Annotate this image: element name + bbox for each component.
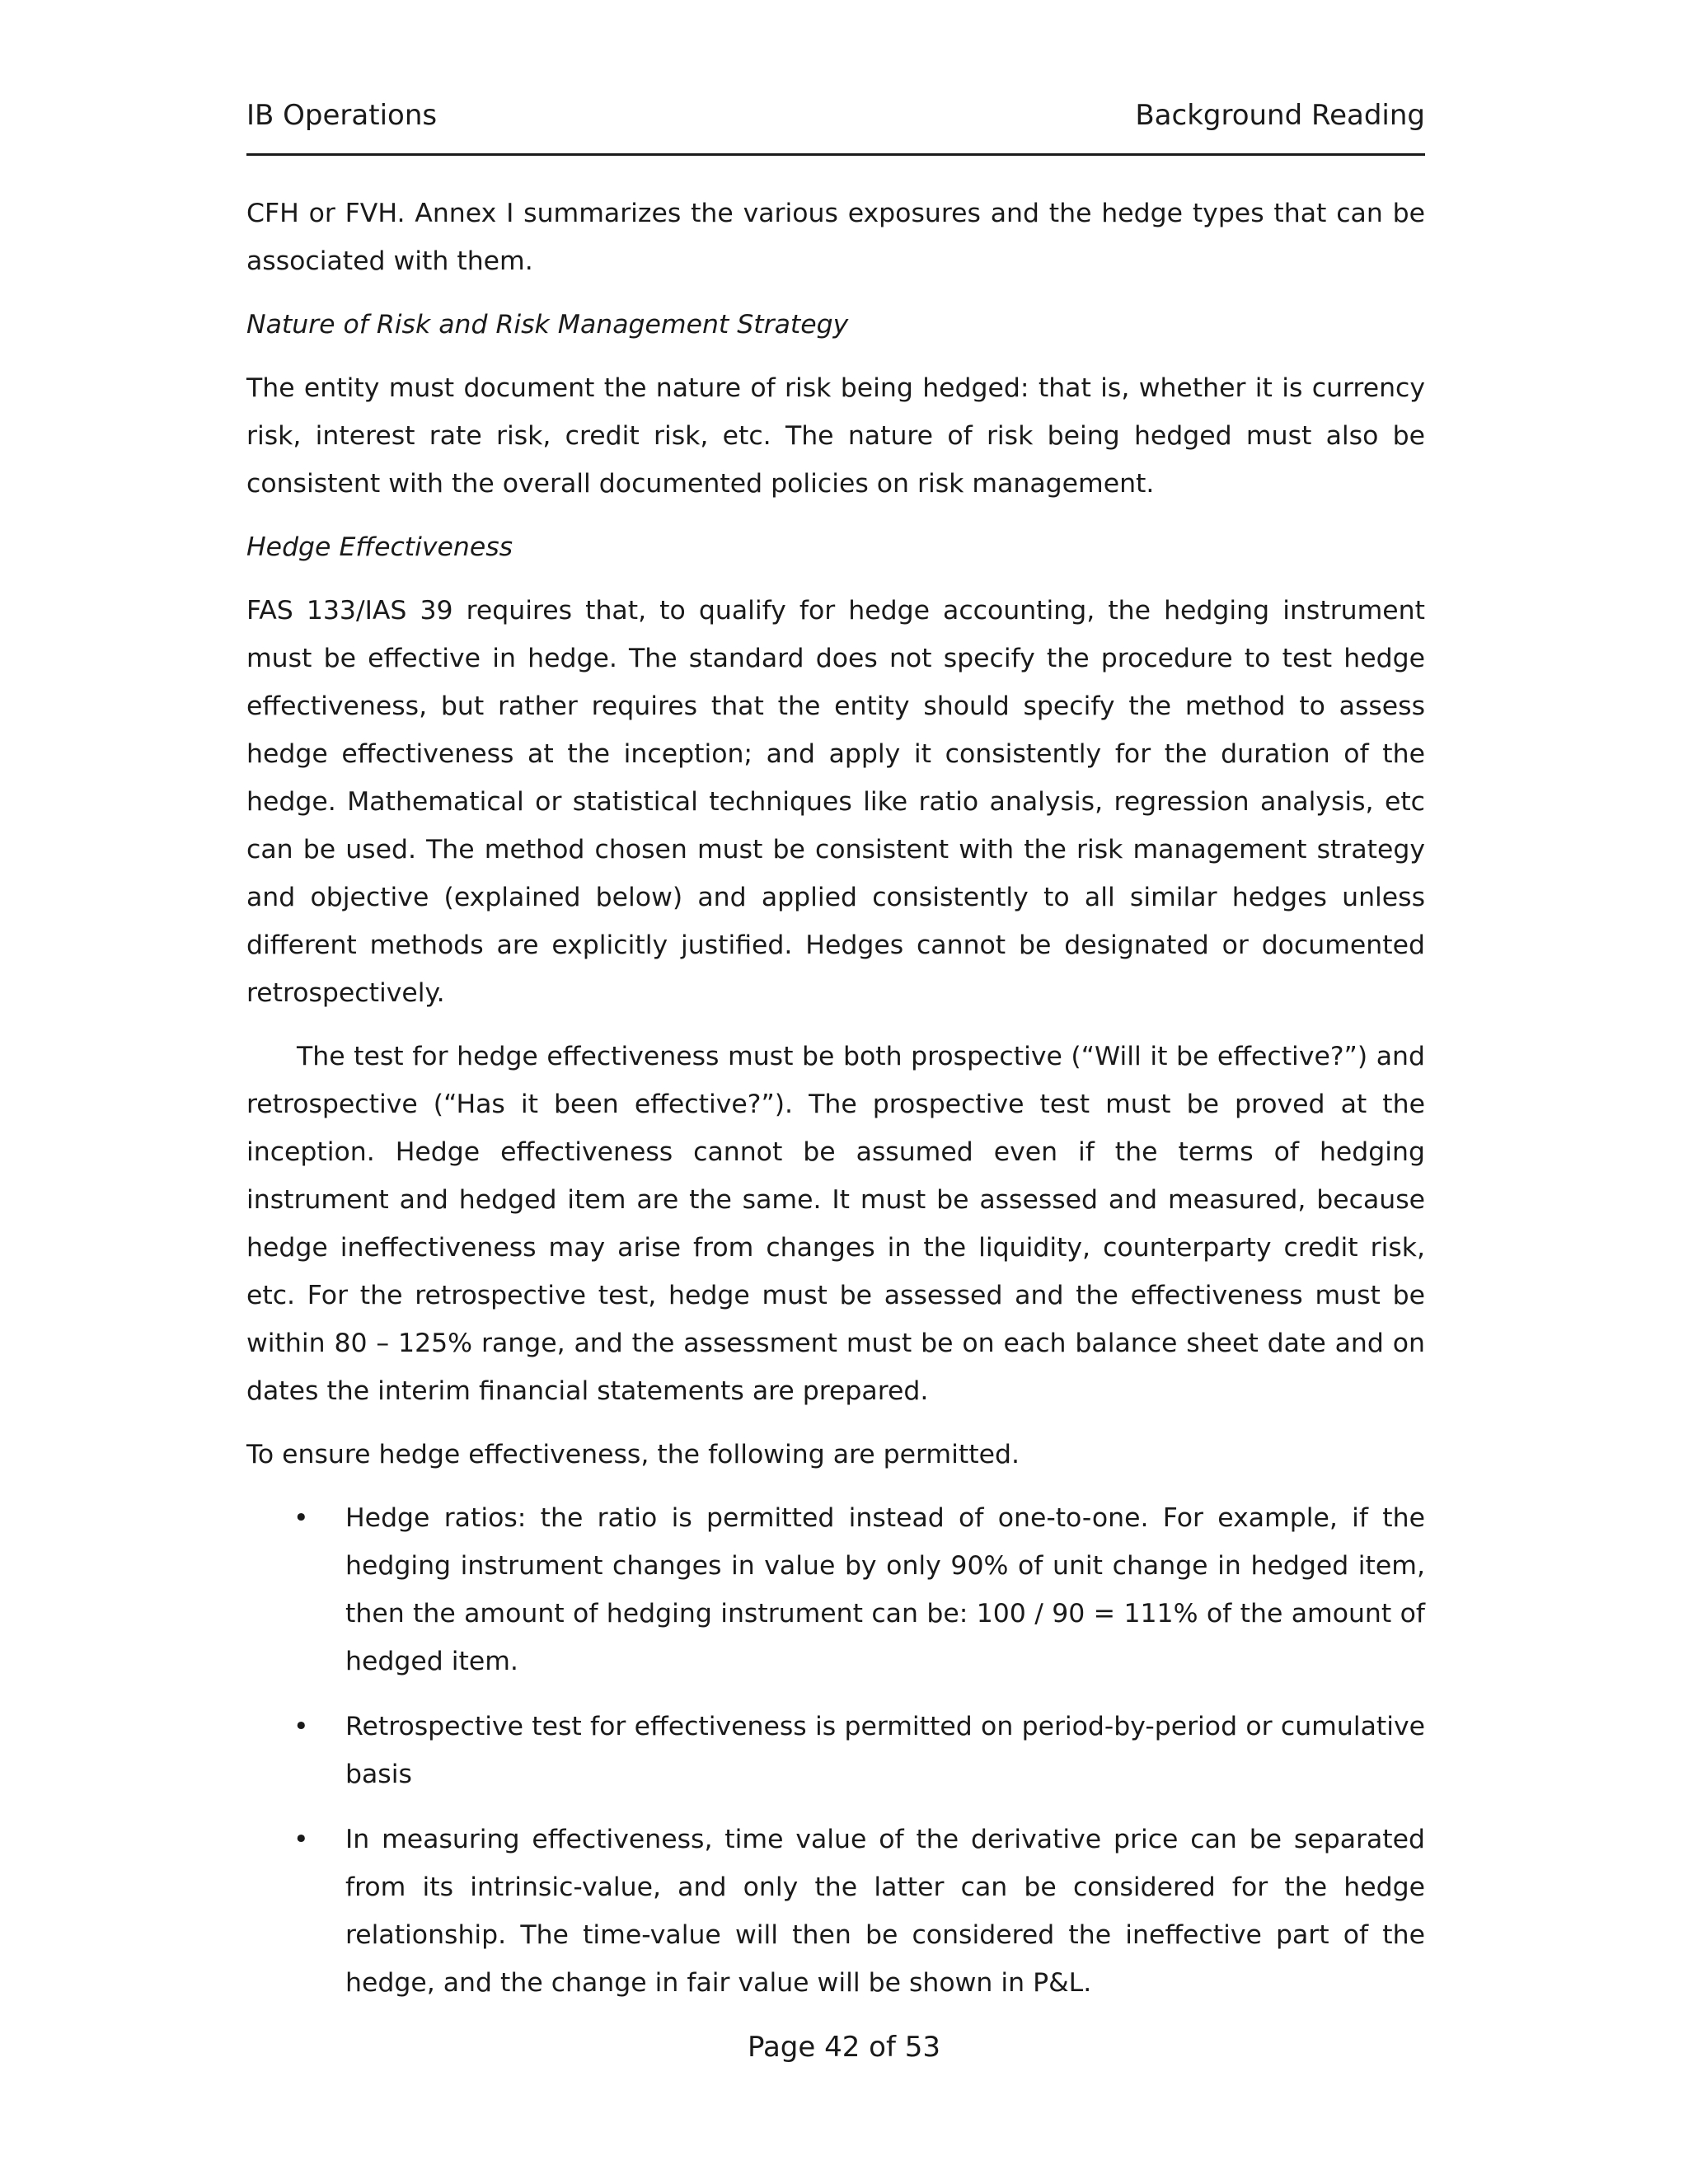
bullet-icon: •: [293, 1712, 309, 1741]
intro-paragraph: CFH or FVH. Annex I summarizes the various exposures and the hedge types that can be associated with them.: [246, 199, 1425, 276]
page-body: [246, 190, 1425, 2007]
page-header: [246, 97, 1425, 134]
list-item-text: Retrospective test for effectiveness is permitted on period-by-period or cumulative basis: [345, 1712, 1425, 1789]
effectiveness-paragraph-2: The test for hedge effectiveness must be both prospective (“Will it be effective?”) and retrospective (“Has it been effective?”). The prospective test must be proved at the inception. Hedge effectiveness cannot be assumed even if the terms of hedging instrument and hedged item are the same. It must be assessed and measured, because hedge ineffectiveness may arise from changes in the liquidity, counterparty credit risk, etc. For the retrospective test, hedge must be assessed and the effectiveness must be within 80 – 125% range, and the assessment must be on each balance sheet date and on dates the interim financial statements are prepared.: [246, 1042, 1425, 1406]
permitted-list: [246, 1494, 1425, 2007]
risk-paragraph: The entity must document the nature of risk being hedged: that is, whether it is currency risk, interest rate risk, credit risk, etc. The nature of risk being hedged must also be consistent with the overall documented policies on risk management.: [246, 373, 1425, 499]
permitted-paragraph: To ensure hedge effectiveness, the following are permitted.: [246, 1440, 1020, 1469]
section-heading-effectiveness: Hedge Effectiveness: [246, 532, 513, 562]
list-item: [246, 1494, 1425, 1685]
header-right-title: Background Reading: [1135, 99, 1425, 132]
list-item-text: In measuring effectiveness, time value of the derivative price can be separated from its intrinsic-value, and only the latter can be considered for the hedge relationship. The time-value will then be considered the ineffective part of the hedge, and the change in fair value will be shown in P&L.: [345, 1825, 1425, 1998]
bullet-icon: •: [293, 1503, 309, 1533]
bullet-icon: •: [293, 1825, 309, 1854]
header-left-title: IB Operations: [246, 99, 438, 132]
section-heading-risk: Nature of Risk and Risk Management Strategy: [246, 310, 849, 340]
list-item: [246, 1816, 1425, 2007]
page-number: Page 42 of 53: [747, 2031, 941, 2064]
list-item-text: Hedge ratios: the ratio is permitted instead of one-to-one. For example, if the hedging instrument changes in value by only 90% of unit change in hedged item, then the amount of hedging instrument can be: 100 / 90 = 111% of the amount of hedged item.: [345, 1503, 1425, 1676]
effectiveness-paragraph-1: FAS 133/IAS 39 requires that, to qualify for hedge accounting, the hedging instrument must be effective in hedge. The standard does not specify the procedure to test hedge effectiveness, but rather requires that the entity should specify the method to assess hedge effectiveness at the inception; and apply it consistently for the duration of the hedge. Mathematical or statistical techniques like ratio analysis, regression analysis, etc can be used. The method chosen must be consistent with the risk management strategy and objective (explained below) and applied consistently to all similar hedges unless different methods are explicitly justified. Hedges cannot be designated or documented retrospectively.: [246, 596, 1425, 1008]
list-item: [246, 1703, 1425, 1798]
header-divider: [246, 153, 1425, 156]
